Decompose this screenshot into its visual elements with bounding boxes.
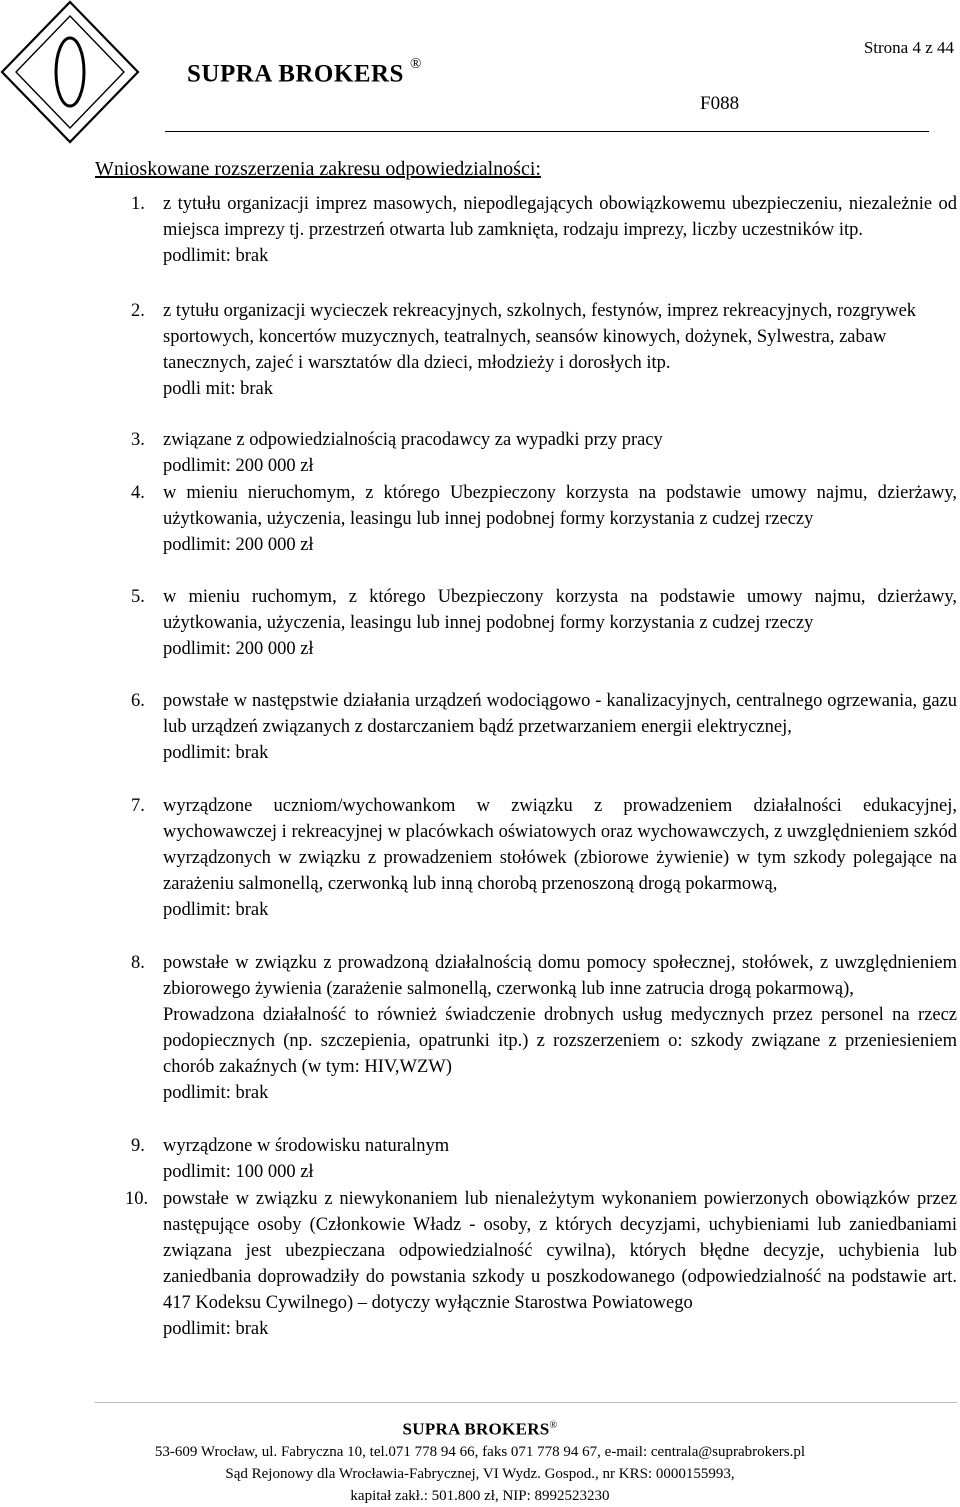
item-number: 5. — [131, 587, 145, 607]
item-text: powstałe w związku z prowadzoną działalnością domu pomocy społecznej, stołówek, z uwzględnieniem zbiorowego żywienia (zarażenie salmonellą, czerwonką lub inne zatrucia drogą pokarmową), — [163, 953, 957, 999]
item-sublimit: podlimit: 200 000 zł — [163, 535, 314, 555]
item-sublimit: podlimit: 200 000 zł — [163, 639, 314, 659]
item-number: 2. — [131, 301, 145, 321]
item-number: 7. — [131, 796, 145, 816]
item-text: związane z odpowiedzialnością pracodawcy za wypadki przy pracy — [163, 430, 663, 450]
item-sublimit: podli mit: brak — [163, 379, 273, 399]
item-text: wyrządzone uczniom/wychowankom w związku z prowadzeniem działalności edukacyjnej, wychowawczej i rekreacyjnej w placówkach oświatowych oraz wychowawczych, z uwzględnieniem szkód wyrządzonych w związku z prowadzeniem stołówek (zbiorowe żywienie) w tym szkody polegające na zarażeniu salmonellą, czerwonką lub inną chorobą przenoszoną drogą pokarmową, — [163, 796, 957, 894]
header-divider — [165, 131, 929, 132]
company-logo — [0, 0, 200, 170]
page-number: Strona 4 z 44 — [863, 38, 954, 57]
item-text: z tytułu organizacji imprez masowych, niepodlegających obowiązkowemu ubezpieczeniu, niezależnie od miejsca imprezy tj. przestrzeń otwarta lub zamknięta, rodzaju imprezy, liczby uczestników itp. — [163, 194, 957, 240]
item-sublimit: podlimit: brak — [163, 900, 269, 920]
item-text: wyrządzone w środowisku naturalnym — [163, 1136, 450, 1156]
item-number: 9. — [131, 1136, 145, 1156]
item-sublimit: podlimit: brak — [163, 743, 269, 763]
item-number: 4. — [131, 483, 145, 503]
item-number: 1. — [131, 194, 145, 214]
item-sublimit: podlimit: brak — [163, 1083, 269, 1103]
item-sublimit: podlimit: brak — [163, 1319, 269, 1339]
page-footer — [0, 1415, 960, 1507]
item-text: powstałe w następstwie działania urządzeń wodociągowo - kanalizacyjnych, centralnego ogrzewania, gazu lub urządzeń związanych z dostarczaniem bądź przetwarzaniem energii elektrycznej, — [163, 691, 957, 737]
footer-capital: kapitał zakł.: 501.800 zł, NIP: 8992523230 — [350, 1487, 610, 1504]
item-number: 3. — [131, 430, 145, 450]
footer-divider — [95, 1402, 957, 1403]
footer-company-name: SUPRA BROKERS® — [402, 1419, 558, 1439]
item-number: 10. — [125, 1189, 149, 1209]
document-code: F088 — [700, 93, 740, 114]
item-text-continuation: Prowadzona działalność to również świadczenie drobnych usług medycznych przez personel na rzecz podopiecznych (np. szczepienia, opatrunki itp.) z rozszerzeniem o: szkody związane z przeniesieniem chorób zakaźnych (w tym: HIV,WZW) — [163, 1005, 957, 1077]
item-sublimit: podlimit: 200 000 zł — [163, 456, 314, 476]
item-text: w mieniu ruchomym, z którego Ubezpieczony korzysta na podstawie umowy najmu, dzierżawy, użytkowania, użyczenia, leasingu lub innej podobnej formy korzystania z cudzej rzeczy — [163, 587, 957, 633]
company-name-header: SUPRA BROKERS ® — [187, 56, 422, 88]
item-sublimit: podlimit: brak — [163, 246, 269, 266]
footer-registry: Sąd Rejonowy dla Wrocławia-Fabrycznej, VI Wydz. Gospod., nr KRS: 0000155993, — [225, 1465, 735, 1482]
footer-address: 53-609 Wrocław, ul. Fabryczna 10, tel.071 778 94 66, faks 071 778 94 67, e-mail: centrala@suprabrokers.pl — [154, 1443, 806, 1460]
item-number: 8. — [131, 953, 145, 973]
item-sublimit: podlimit: 100 000 zł — [163, 1162, 314, 1182]
item-number: 6. — [131, 691, 145, 711]
item-text: z tytułu organizacji wycieczek rekreacyjnych, szkolnych, festynów, imprez rekreacyjnych, rozgrywek sportowych, koncertów muzycznych, teatralnych, seansów kinowych, dożynek, Sylwestra, zabaw tanecznych, zajeć i warsztatów dla dzieci, młodzieży i dorosłych itp. — [163, 301, 917, 373]
section-heading: Wnioskowane rozszerzenia zakresu odpowiedzialności: — [95, 158, 541, 180]
registered-mark: ® — [409, 56, 422, 72]
item-text: w mieniu nieruchomym, z którego Ubezpieczony korzysta na podstawie umowy najmu, dzierżawy, użytkowania, użyczenia, leasingu lub innej podobnej formy korzystania z cudzej rzeczy — [163, 483, 957, 529]
item-text: powstałe w związku z niewykonaniem lub nienależytym wykonaniem powierzonych obowiązków przez następujące osoby (Członkowie Władz - osoby, z których decyzjami, uchybieniami lub zaniedbaniami związana jest ubezpieczana odpowiedzialność cywilna), których błędne decyzje, uchybienia lub zaniedbania doprowadziły do powstania szkody u poszkodowanego (odpowiedzialność na podstawie art. 417 Kodeksu Cywilnego) – dotyczy wyłącznie Starostwa Powiatowego — [163, 1189, 957, 1313]
